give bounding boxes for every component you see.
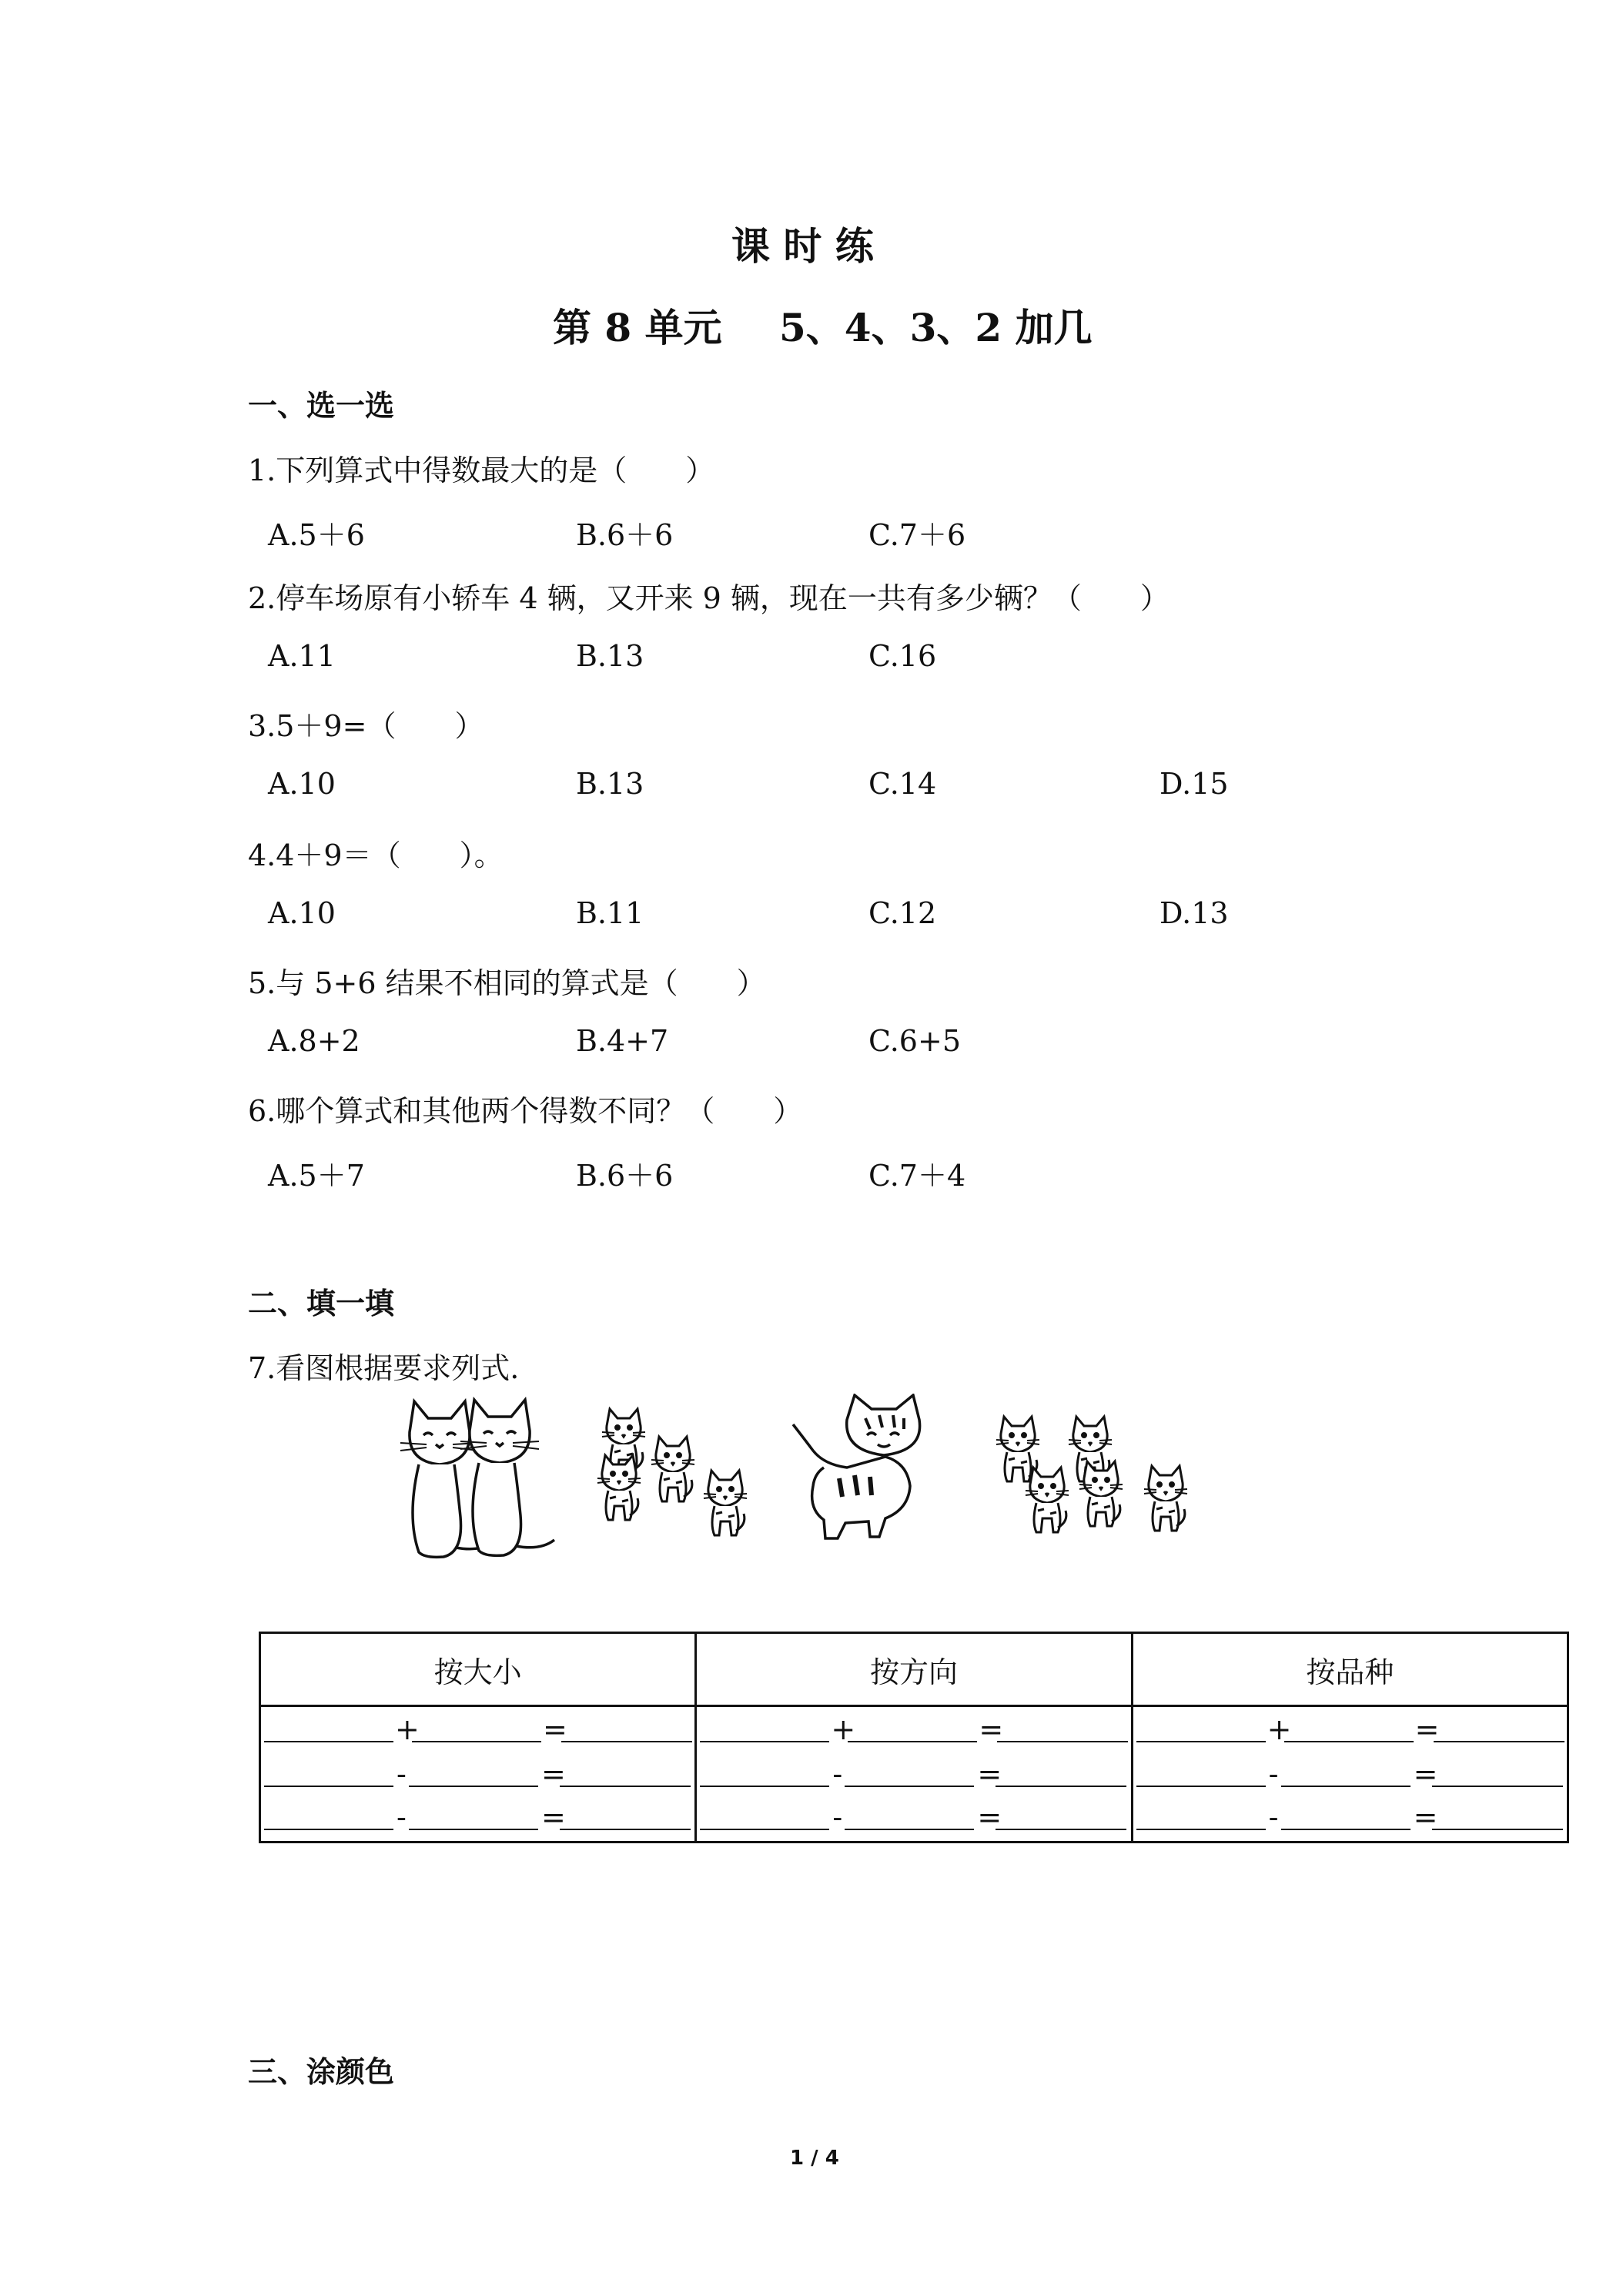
option-4d: D.13 <box>1160 896 1229 930</box>
section-heading-fill: 二、填一填 <box>248 1286 395 1320</box>
blank[interactable] <box>1281 1829 1411 1830</box>
blank[interactable] <box>561 1741 692 1742</box>
blank[interactable] <box>1434 1741 1564 1742</box>
answer-table <box>259 1632 1569 1843</box>
blank[interactable] <box>1284 1741 1414 1742</box>
option-5a: A.8+2 <box>268 1024 360 1058</box>
question-6: 6.哪个算式和其他两个得数不同？（ ） <box>248 1094 803 1128</box>
fill-cell-breed: + = - = - = <box>1133 1707 1567 1841</box>
blank[interactable] <box>560 1786 691 1787</box>
blank[interactable] <box>700 1786 829 1787</box>
option-2b: B.13 <box>576 639 644 673</box>
question-2: 2.停车场原有小轿车 4 辆，又开来 9 辆，现在一共有多少辆？（ ） <box>248 581 1170 615</box>
unit-label: 第 8 单元 <box>553 305 722 350</box>
option-1b: B.6＋6 <box>576 518 674 552</box>
option-2c: C.16 <box>868 639 937 673</box>
blank[interactable] <box>996 1786 1126 1787</box>
header-by-size: 按大小 <box>260 1633 696 1706</box>
striped-cat <box>793 1395 920 1538</box>
option-4a: A.10 <box>268 896 336 930</box>
question-7: 7.看图根据要求列式. <box>248 1351 520 1385</box>
cats-illustration <box>393 1394 1240 1571</box>
question-4: 4.4＋9＝（ ）。 <box>248 838 504 872</box>
option-3b: B.13 <box>576 767 644 801</box>
blank[interactable] <box>700 1829 829 1830</box>
option-1a: A.5＋6 <box>268 518 365 552</box>
option-1c: C.7＋6 <box>868 518 966 552</box>
blank[interactable] <box>1136 1741 1266 1742</box>
section-heading-choose: 一、选一选 <box>248 388 395 423</box>
blank[interactable] <box>412 1741 541 1742</box>
page-title: 课 时 练 <box>731 223 874 269</box>
blank[interactable] <box>1432 1786 1563 1787</box>
option-5b: B.4+7 <box>576 1024 669 1058</box>
blank[interactable] <box>1432 1829 1563 1830</box>
blank[interactable] <box>264 1829 393 1830</box>
blank[interactable] <box>1136 1786 1266 1787</box>
option-5c: C.6+5 <box>868 1024 961 1058</box>
blank[interactable] <box>264 1741 393 1742</box>
option-3d: D.15 <box>1160 767 1229 801</box>
page-number: 1 / 4 <box>790 2147 839 2170</box>
blank[interactable] <box>409 1829 538 1830</box>
question-1: 1.下列算式中得数最大的是（ ） <box>248 454 715 487</box>
option-4c: C.12 <box>868 896 937 930</box>
blank[interactable] <box>997 1741 1128 1742</box>
blank[interactable] <box>1281 1786 1411 1787</box>
option-3a: A.10 <box>268 767 336 801</box>
option-3c: C.14 <box>868 767 937 801</box>
blank[interactable] <box>264 1786 393 1787</box>
blank[interactable] <box>845 1786 974 1787</box>
question-5: 5.与 5+6 结果不相同的算式是（ ） <box>248 966 766 1000</box>
blank[interactable] <box>560 1829 691 1830</box>
blank[interactable] <box>700 1741 829 1742</box>
blank[interactable] <box>1136 1829 1266 1830</box>
fill-cell-direction: + = - = - = <box>697 1707 1130 1841</box>
option-4b: B.11 <box>576 896 644 930</box>
header-by-breed: 按品种 <box>1132 1633 1568 1706</box>
blank[interactable] <box>996 1829 1126 1830</box>
header-by-direction: 按方向 <box>696 1633 1132 1706</box>
question-3: 3.5＋9=（ ） <box>248 709 484 743</box>
option-6a: A.5＋7 <box>268 1159 365 1193</box>
blank[interactable] <box>848 1741 977 1742</box>
fill-cell-size: + = - = - = <box>261 1707 694 1841</box>
blank[interactable] <box>409 1786 538 1787</box>
unit-topic: 5、4、3、2 加几 <box>779 305 1093 350</box>
blank[interactable] <box>845 1829 974 1830</box>
option-6b: B.6＋6 <box>576 1159 674 1193</box>
section-heading-color: 三、涂颜色 <box>248 2054 395 2089</box>
option-2a: A.11 <box>268 639 336 673</box>
option-6c: C.7＋4 <box>868 1159 966 1193</box>
